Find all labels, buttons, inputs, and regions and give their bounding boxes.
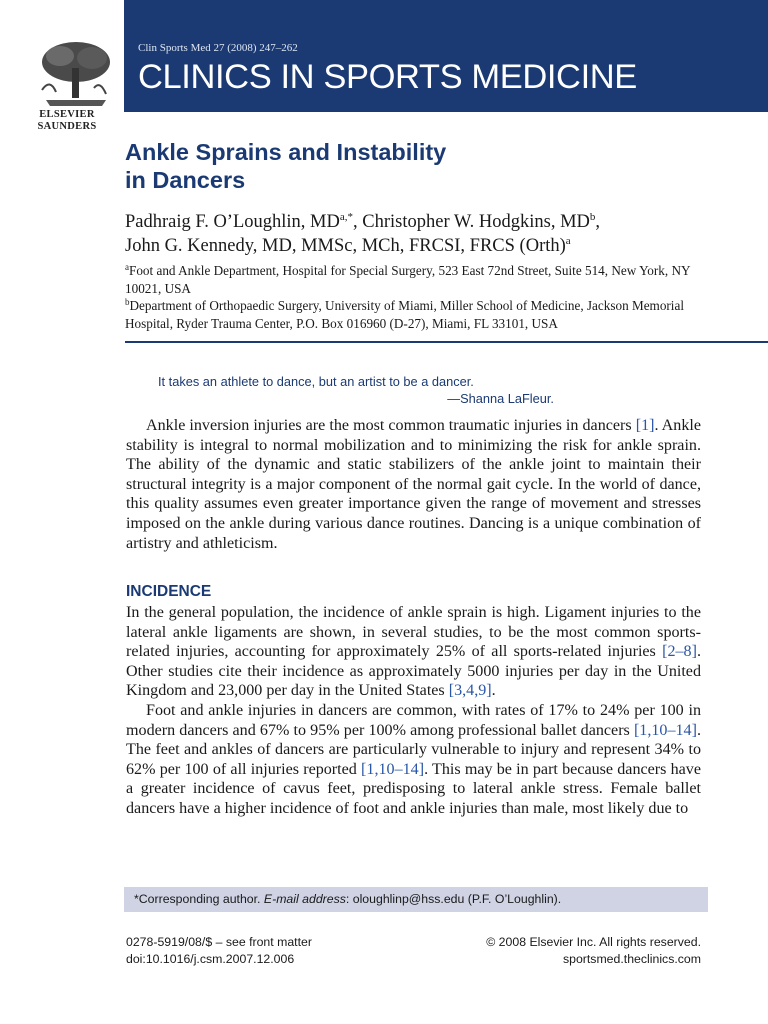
journal-title: CLINICS IN SPORTS MEDICINE bbox=[138, 58, 637, 96]
affiliation-mark: b bbox=[125, 297, 130, 307]
paragraph-text-run: . bbox=[491, 682, 496, 700]
paragraph-text-run: Ankle inversion injuries are the most common traumatic injuries in dancers bbox=[146, 417, 636, 434]
epigraph-attribution: —Shanna LaFleur. bbox=[447, 391, 554, 406]
citation-reference-link[interactable]: [1] bbox=[635, 417, 655, 434]
author-name: Christopher W. Hodgkins, MD bbox=[362, 212, 590, 232]
article-title-line-2: in Dancers bbox=[125, 167, 246, 193]
publisher-logo bbox=[0, 0, 124, 140]
issn-line: 0278-5919/08/$ – see front matter bbox=[126, 935, 312, 949]
affiliation-item bbox=[125, 262, 725, 297]
publisher-name: ELSEVIER bbox=[39, 109, 95, 120]
publisher-imprint: SAUNDERS bbox=[37, 121, 97, 132]
copyright-line: © 2008 Elsevier Inc. All rights reserved. bbox=[486, 935, 701, 949]
affiliation-list bbox=[125, 262, 725, 332]
journal-website: sportsmed.theclinics.com bbox=[562, 951, 701, 966]
corresponding-author-footnote bbox=[124, 887, 708, 912]
affiliation-item bbox=[125, 297, 725, 332]
author-affiliation-mark: a bbox=[565, 235, 571, 247]
incidence-section bbox=[126, 603, 701, 819]
section-heading-incidence: INCIDENCE bbox=[126, 583, 212, 600]
paragraph-text-run: In the general population, the incidence of ankle sprain is high. Ligament injuries to the lateral ankle ligaments are shown, in several studies, to be the most common sports-related injuries, accounting for approximately 25% of all sports-related injuries bbox=[126, 604, 701, 661]
intro-section bbox=[126, 416, 701, 553]
paragraph-text-run: . Ankle stability is integral to normal mobilization and to minimizing the risk for ankle sprain. The ability of the dynamic and static stabilizers of the ankle joint to maintain their structural integrity is a major component of the normal gait cycle. In the world of dance, this quality assumes even greater importance given the range of movement and stresses imposed on the ankle during various dance routines. Dancing is a unique combination of artistry and athleticism. bbox=[126, 417, 702, 552]
incidence-paragraph-2 bbox=[126, 701, 701, 819]
citation-reference-link[interactable]: [3,4,9] bbox=[448, 682, 492, 700]
paragraph-text-run: . Other studies cite their incidence as approximately 5000 injuries per day in the United Kingdom and 23,000 per day in the United States bbox=[126, 643, 701, 700]
journal-citation: Clin Sports Med 27 (2008) 247–262 bbox=[138, 42, 298, 54]
header-divider bbox=[125, 341, 768, 343]
epigraph-quote: It takes an athlete to dance, but an artist to be a dancer. bbox=[158, 374, 474, 389]
footnote-prefix: *Corresponding author. bbox=[134, 892, 264, 906]
author-name: Padhraig F. O’Loughlin, MD bbox=[125, 212, 340, 232]
citation-reference-link[interactable]: [1,10–14] bbox=[633, 721, 697, 739]
paragraph-text-run: . The feet and ankles of dancers are particularly vulnerable to injury and represent 34% to 62% per 100 of all injuries reported bbox=[126, 721, 701, 778]
citation-reference-link[interactable]: [2–8] bbox=[662, 643, 697, 661]
author-list: Padhraig F. O’Loughlin, $MD^{a,*}$, Christopher W. Hodgkins, $MD^b$, John G. Kennedy, MD, MMSc, MCh, FRCSI, FRCS (Orth)$^a$ bbox=[125, 211, 601, 256]
author-name: John G. Kennedy, MD, MMSc, MCh, FRCSI, FRCS (Orth) bbox=[125, 236, 566, 256]
affiliation-text: Department of Orthopaedic Surgery, University of Miami, Miller School of Medicine, Jackson Memorial Hospital, Ryder Trauma Center, P.O. Box 016960 (D-27), Miami, FL 33101, USA bbox=[125, 298, 684, 331]
affiliation-text: Foot and Ankle Department, Hospital for Special Surgery, 523 East 72nd Street, Suite 514, New York, NY 10021, USA bbox=[125, 263, 691, 296]
author-affiliation-mark: b bbox=[589, 211, 596, 223]
citation-reference-link[interactable]: [1,10–14] bbox=[361, 760, 425, 778]
article-title bbox=[125, 138, 725, 194]
journal-banner bbox=[124, 0, 768, 112]
doi-line: doi:10.1016/j.csm.2007.12.006 bbox=[126, 951, 295, 966]
paragraph-text-run: Foot and ankle injuries in dancers are common, with rates of 17% to 24% per 100 in modern dancers and 67% to 95% per 100% among professional ballet dancers bbox=[126, 701, 701, 739]
footnote-email-label: E-mail address bbox=[263, 892, 346, 906]
epigraph bbox=[158, 373, 554, 407]
intro-paragraph bbox=[126, 416, 701, 553]
author-affiliation-mark: a,* bbox=[339, 211, 353, 223]
incidence-paragraph-1 bbox=[126, 603, 701, 701]
elsevier-tree-icon bbox=[36, 38, 114, 108]
affiliation-mark: a bbox=[125, 262, 129, 272]
paragraph-text-run: . This may be in part because dancers have a greater incidence of cavus feet, predisposing to lateral ankle stress. Female ballet dancers have a higher incidence of foot and ankle injuries than male, most likely due to bbox=[126, 760, 701, 817]
article-title-line-1: Ankle Sprains and Instability bbox=[125, 139, 447, 165]
footnote-email: : oloughlinp@hss.edu (P.F. O’Loughlin). bbox=[345, 892, 562, 906]
